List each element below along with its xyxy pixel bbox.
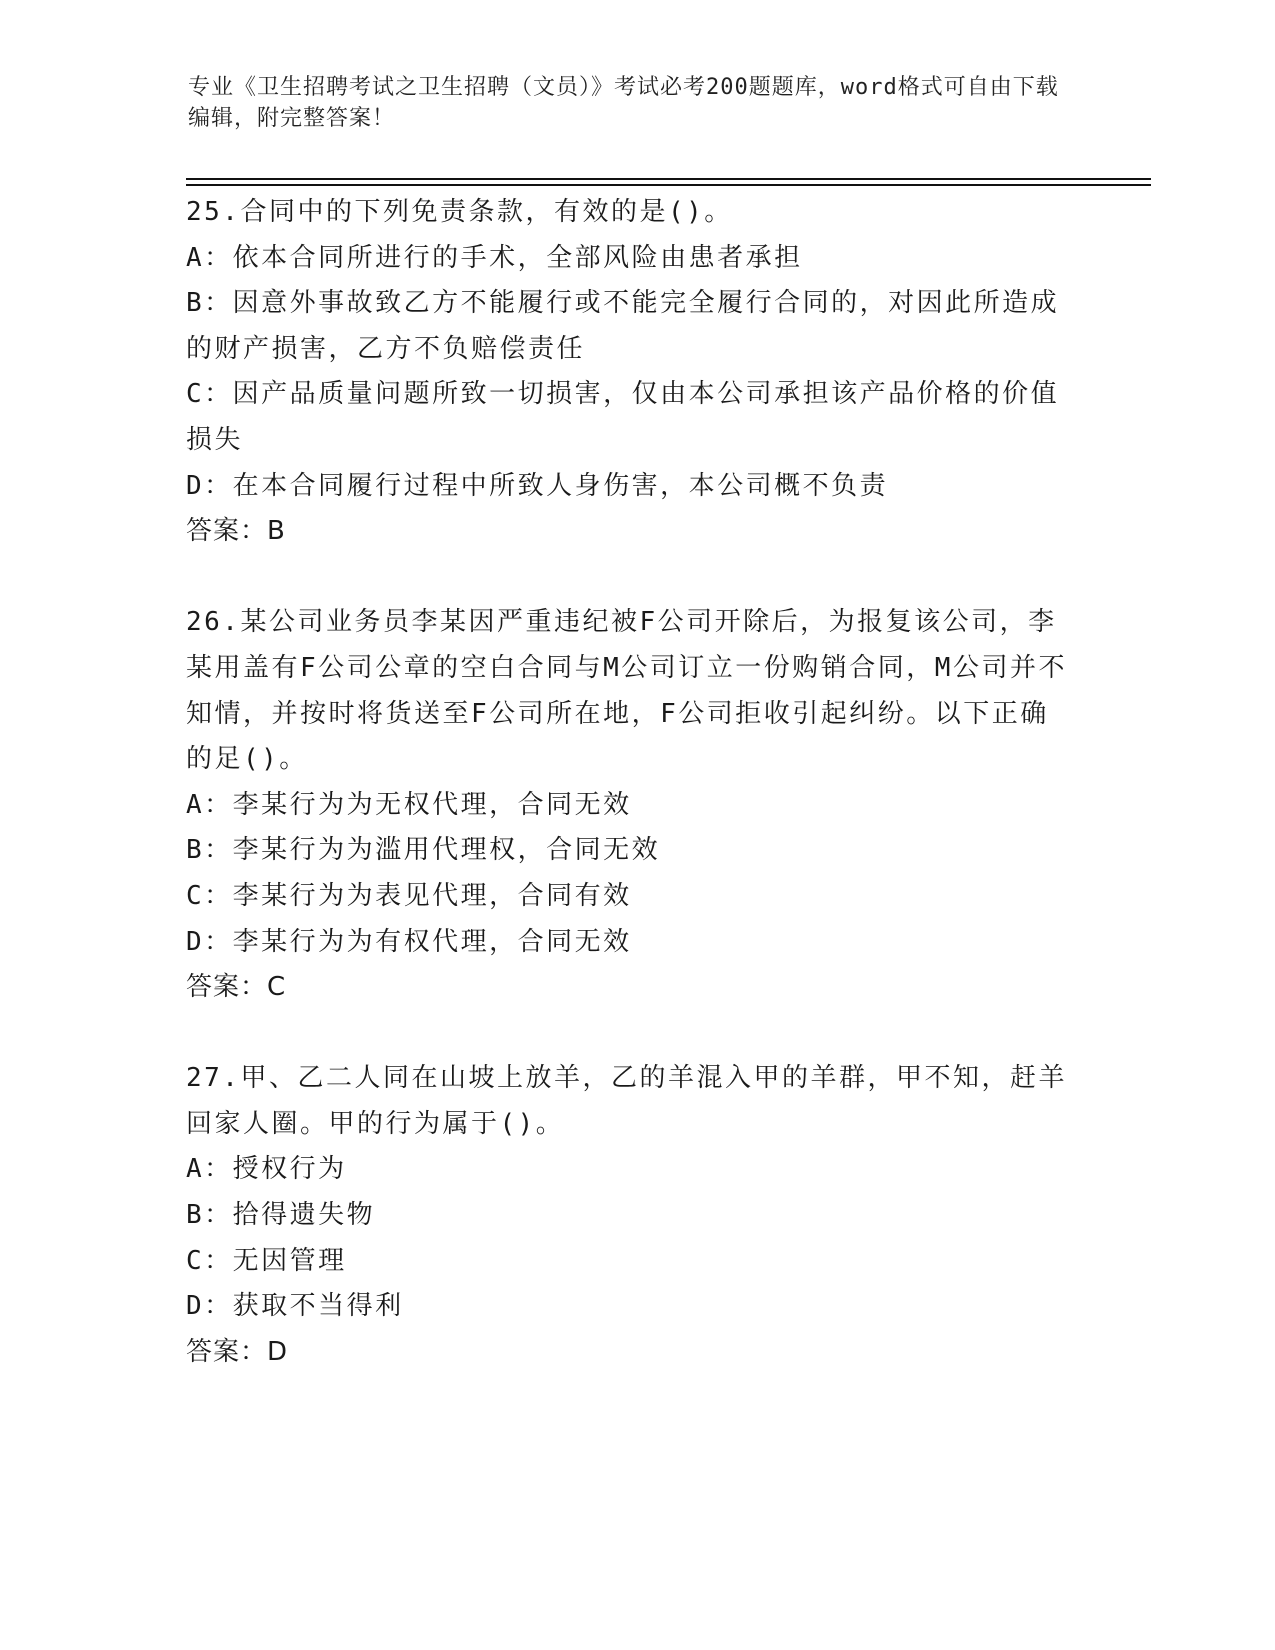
option-c: C：李某行为为表见代理，合同有效 <box>186 880 632 911</box>
option-a: A：依本合同所进行的手术，全部风险由患者承担 <box>186 242 803 273</box>
question-spacer <box>186 555 1076 601</box>
option-a: A：授权行为 <box>186 1154 347 1185</box>
question-spacer <box>186 1011 1076 1057</box>
document-header: 专业《卫生招聘考试之卫生招聘（文员）》考试必考200题题库，word格式可自由下载编辑，附完整答案！ <box>188 75 1059 131</box>
question-stem: 26.某公司业务员李某因严重违纪被F公司开除后，为报复该公司，李某用盖有F公司公章的空白合同与M公司订立一份购销合同，M公司并不知情，并按时将货送至F公司所在地，F公司拒收引起纠纷。以下正确的足()。 <box>186 607 1067 775</box>
question-26 <box>186 600 1076 1010</box>
question-25 <box>186 190 1076 555</box>
option-b: B：因意外事故致乙方不能履行或不能完全履行合同的，对因此所造成的财产损害，乙方不负赔偿责任 <box>186 288 1060 364</box>
option-b: B：李某行为为滥用代理权，合同无效 <box>186 835 661 866</box>
question-stem: 25.合同中的下列免责条款，有效的是()。 <box>186 197 733 227</box>
option-d: D：李某行为为有权代理，合同无效 <box>186 926 632 957</box>
answer-label: 答案：B <box>186 516 286 547</box>
option-c: C：因产品质量问题所致一切损害，仅由本公司承担该产品价格的价值损失 <box>186 379 1060 455</box>
option-d: D：获取不当得利 <box>186 1291 404 1322</box>
option-b: B：拾得遗失物 <box>186 1200 376 1231</box>
option-d: D：在本合同履行过程中所致人身伤害，本公司概不负责 <box>186 470 889 501</box>
header-divider-bottom <box>186 184 1151 186</box>
option-c: C：无因管理 <box>186 1245 347 1276</box>
question-27 <box>186 1056 1076 1375</box>
option-a: A：李某行为为无权代理，合同无效 <box>186 789 632 820</box>
question-stem: 27.甲、乙二人同在山坡上放羊，乙的羊混入甲的羊群，甲不知，赶羊回家人圈。甲的行为属于()。 <box>186 1063 1067 1139</box>
header-divider-top <box>186 178 1151 180</box>
answer-label: 答案：D <box>186 1336 289 1367</box>
answer-label: 答案：C <box>186 972 287 1003</box>
question-list <box>186 190 1076 1375</box>
